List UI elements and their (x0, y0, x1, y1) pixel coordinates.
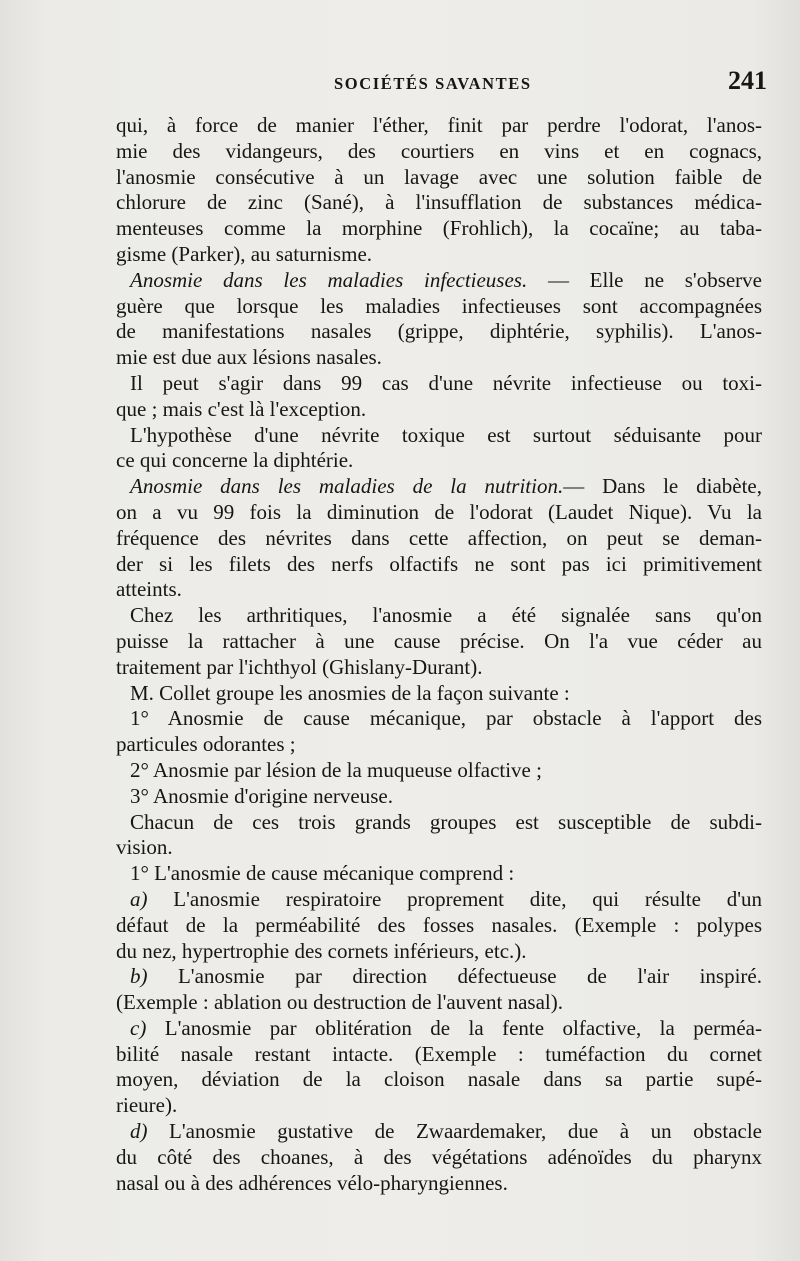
text-line (116, 294, 762, 320)
text-line (116, 629, 762, 655)
line-text: L'anosmie respiratoire proprement dite, qui résulte d'un (147, 886, 762, 911)
line-text: Chez les arthritiques, l'anosmie a été signalée sans qu'on (130, 603, 762, 628)
text-line (116, 861, 762, 887)
line-text: 1° L'anosmie de cause mécanique comprend : (130, 861, 515, 886)
line-text: du côté des choanes, à des végétations adénoïdes du pharynx (116, 1144, 762, 1169)
line-text: L'anosmie gustative de Zwaardemaker, due à un obstacle (147, 1119, 762, 1144)
italic-run: c) (130, 1015, 147, 1040)
line-text: défaut de la perméabilité des fosses nasales. (Exemple : polypes (116, 912, 762, 937)
text-line (116, 423, 762, 449)
line-text: gisme (Parker), au saturnisme. (116, 241, 373, 266)
text-line (116, 1067, 762, 1093)
text-line (116, 216, 762, 242)
line-text: Chacun de ces trois grands groupes est susceptible de subdi- (130, 809, 762, 834)
text-line (116, 268, 762, 294)
line-text: bilité nasale restant intacte. (Exemple : tuméfaction du cornet (116, 1041, 762, 1066)
line-text: de manifestations nasales (grippe, diphtérie, syphilis). L'anos- (116, 319, 762, 344)
text-line (116, 939, 762, 965)
line-text: der si les filets des nerfs olfactifs ne sont pas ici primitivement (116, 551, 762, 576)
line-text: 1° Anosmie de cause mécanique, par obstacle à l'apport des (130, 706, 762, 731)
text-line (116, 1145, 762, 1171)
line-text: guère que lorsque les maladies infectieuses sont accompagnées (116, 293, 762, 318)
line-text: que ; mais c'est là l'exception. (116, 396, 367, 421)
page-number: 241 (728, 66, 767, 95)
italic-run: d) (130, 1119, 148, 1144)
text-line (116, 603, 762, 629)
italic-run: a) (130, 886, 148, 911)
line-text: L'anosmie par oblitération de la fente olfactive, la perméa- (146, 1015, 762, 1040)
line-text: atteints. (116, 577, 182, 602)
text-line (116, 113, 762, 139)
text-line (116, 474, 762, 500)
text-line (116, 165, 762, 191)
text-line (116, 577, 762, 603)
line-text: mie des vidangeurs, des courtiers en vins et en cognacs, (116, 138, 762, 163)
text-line (116, 1042, 762, 1068)
text-line (116, 242, 762, 268)
line-text: qui, à force de manier l'éther, finit par perdre l'odorat, l'anos- (116, 113, 762, 137)
line-text: — Dans le diabète, (563, 474, 762, 499)
body-text (116, 113, 762, 1196)
text-line (116, 706, 762, 732)
text-line (116, 552, 762, 578)
text-line (116, 887, 762, 913)
line-text: menteuses comme la morphine (Frohlich), la cocaïne; au taba- (116, 216, 762, 241)
text-line (116, 835, 762, 861)
italic-run: Anosmie dans les maladies de la nutrition. (130, 474, 564, 499)
text-line (116, 1093, 762, 1119)
line-text: l'anosmie consécutive à un lavage avec une solution faible de (116, 164, 762, 189)
line-text: du nez, hypertrophie des cornets inférieurs, etc.). (116, 938, 527, 963)
text-line (116, 1119, 762, 1145)
line-text: moyen, déviation de la cloison nasale dans sa partie supé- (116, 1067, 762, 1092)
line-text: chlorure de zinc (Sané), à l'insufflation de substances médica- (116, 190, 762, 215)
text-line (116, 345, 762, 371)
text-line (116, 397, 762, 423)
text-line (116, 1171, 762, 1197)
text-line (116, 681, 762, 707)
line-text: mie est due aux lésions nasales. (116, 345, 382, 370)
line-text: on a vu 99 fois la diminution de l'odorat (Laudet Nique). Vu la (116, 499, 762, 524)
line-text: ce qui concerne la diphtérie. (116, 448, 354, 473)
line-text: vision. (116, 835, 173, 860)
line-text: — Elle ne s'observe (527, 267, 762, 292)
text-line (116, 371, 762, 397)
line-text: Il peut s'agir dans 99 cas d'une névrite infectieuse ou toxi- (130, 370, 762, 395)
running-header (0, 66, 800, 102)
line-text: 3° Anosmie d'origine nerveuse. (130, 783, 393, 808)
text-line (116, 526, 762, 552)
text-line (116, 1016, 762, 1042)
text-line (116, 190, 762, 216)
text-line (116, 655, 762, 681)
text-line (116, 964, 762, 990)
italic-run: Anosmie dans les maladies infectieuses. (130, 267, 528, 292)
text-line (116, 500, 762, 526)
text-line (116, 758, 762, 784)
line-text: L'hypothèse d'une névrite toxique est surtout séduisante pour (130, 422, 762, 447)
line-text: M. Collet groupe les anosmies de la façon suivante : (130, 680, 570, 705)
line-text: 2° Anosmie par lésion de la muqueuse olfactive ; (130, 757, 542, 782)
line-text: rieure). (116, 1093, 178, 1118)
running-title: SOCIÉTÉS SAVANTES (334, 74, 532, 93)
text-line (116, 319, 762, 345)
line-text: traitement par l'ichthyol (Ghislany-Durant). (116, 654, 483, 679)
text-line (116, 913, 762, 939)
line-text: nasal ou à des adhérences vélo-pharyngiennes. (116, 1170, 508, 1195)
text-line (116, 810, 762, 836)
line-text: (Exemple : ablation ou destruction de l'auvent nasal). (116, 990, 563, 1015)
text-line (116, 732, 762, 758)
italic-run: b) (130, 964, 148, 989)
text-line (116, 448, 762, 474)
text-line (116, 990, 762, 1016)
line-text: puisse la rattacher à une cause précise. On l'a vue céder au (116, 628, 762, 653)
line-text: L'anosmie par direction défectueuse de l'air inspiré. (147, 964, 762, 989)
text-line (116, 139, 762, 165)
text-line (116, 784, 762, 810)
line-text: particules odorantes ; (116, 732, 296, 757)
line-text: fréquence des névrites dans cette affection, on peut se deman- (116, 525, 762, 550)
